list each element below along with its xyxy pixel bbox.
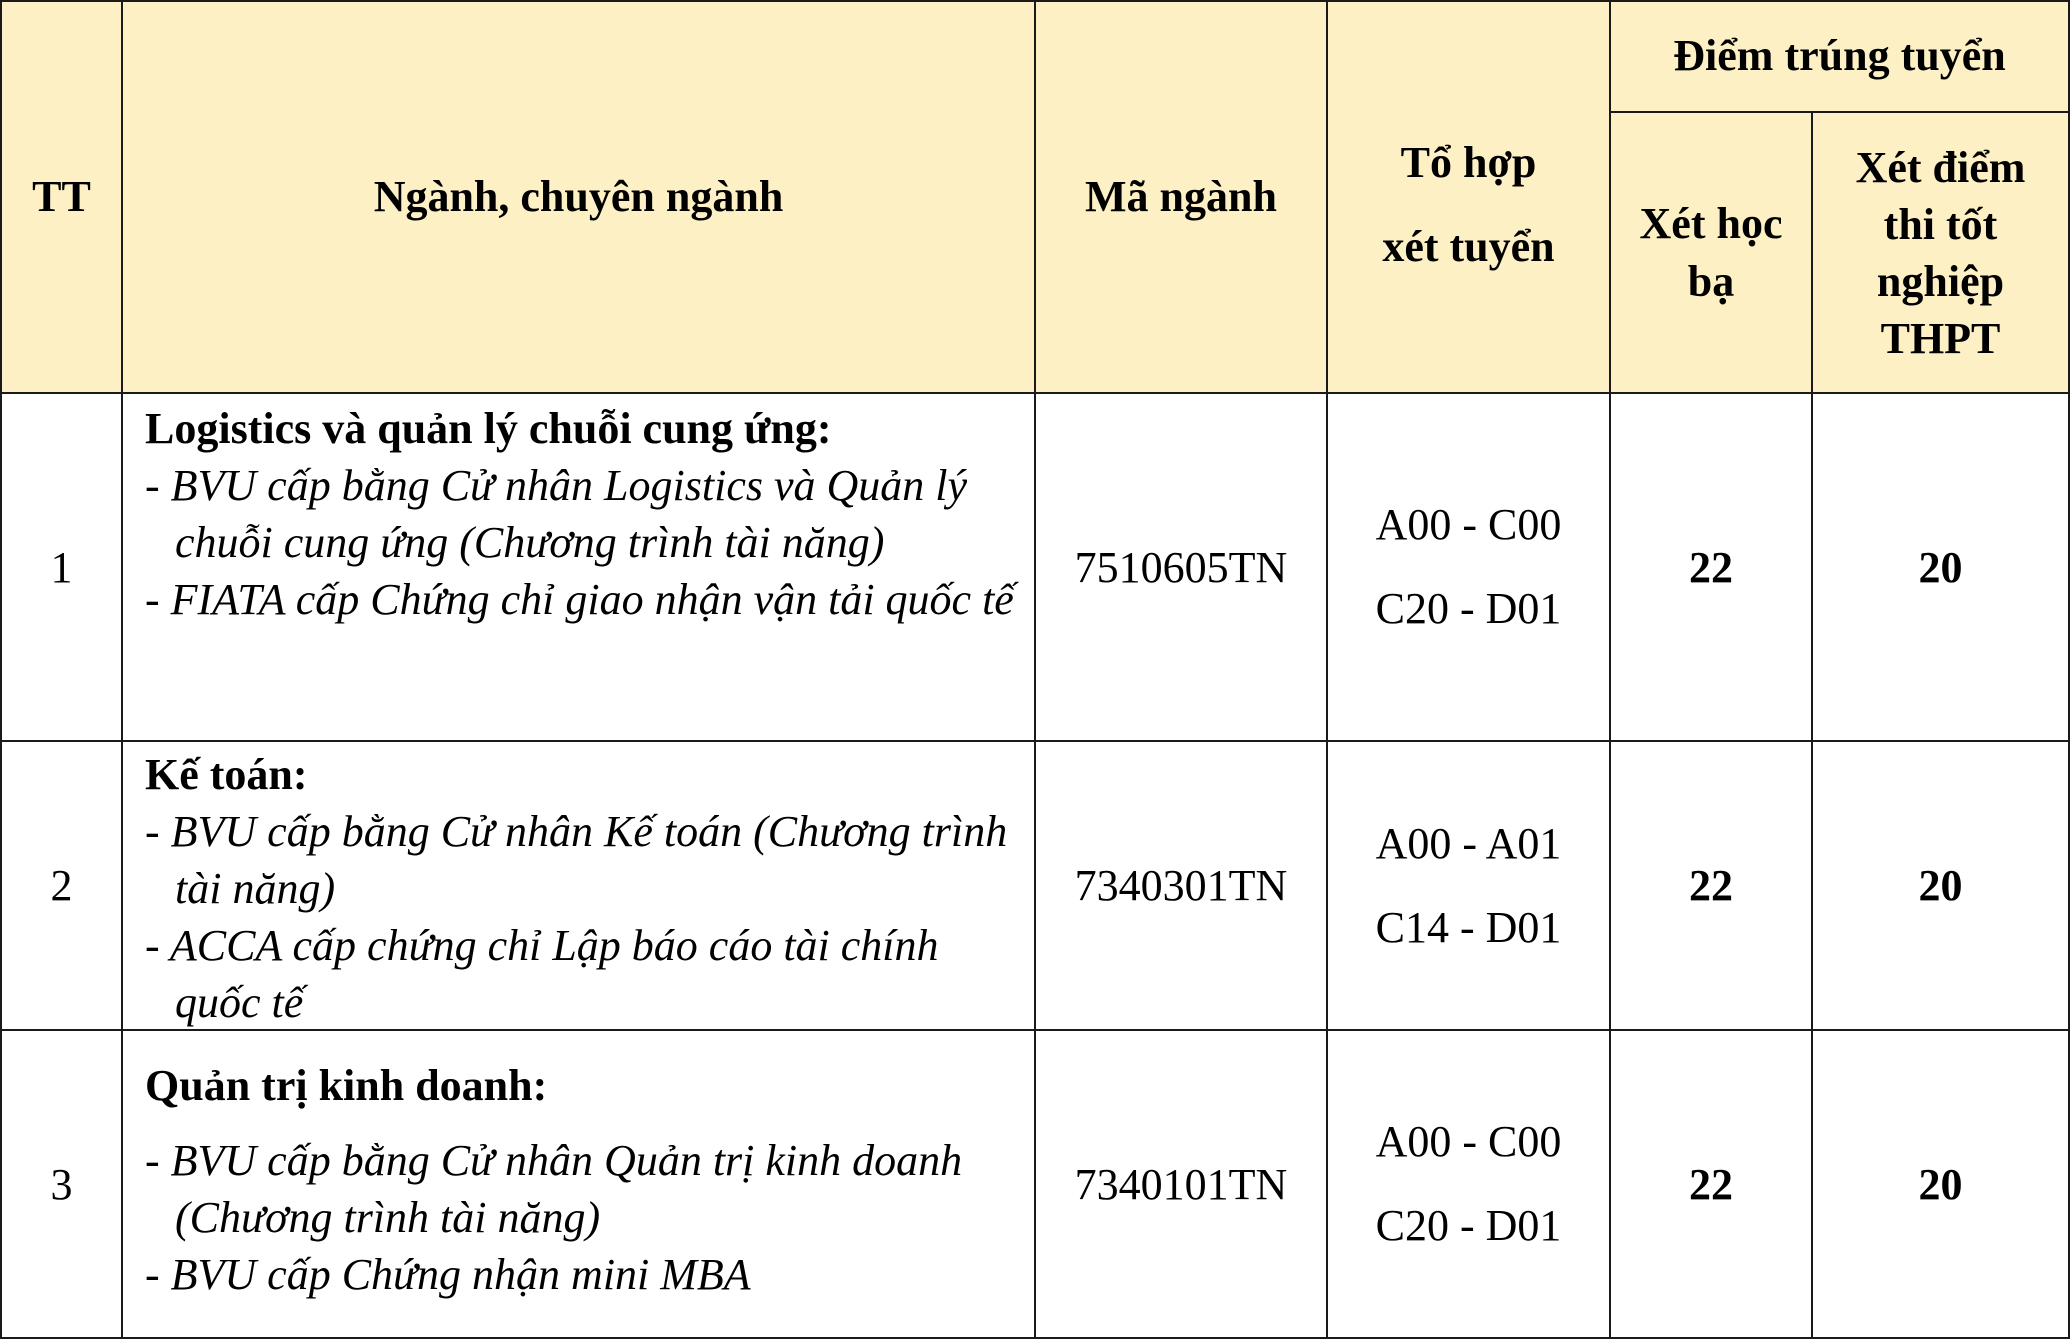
major-detail-line: - BVU cấp bằng Cử nhân Quản trị kinh doanh (Chương trình tài năng): [145, 1136, 963, 1242]
table-row-1-code: [1034, 392, 1328, 742]
major-code: 7510605TN: [1074, 542, 1288, 592]
header-tt-label: TT: [32, 171, 91, 221]
major-detail-line: - FIATA cấp Chứng chỉ giao nhận vận tải quốc tế: [145, 575, 1014, 624]
table-row-2-score-transcript: [1609, 740, 1813, 1031]
header-score-exam: [1811, 111, 2070, 394]
table-row-1-combo: [1326, 392, 1611, 742]
table-row-1-major: [121, 392, 1036, 742]
major-code: 7340101TN: [1074, 1159, 1288, 1209]
major-code: 7340301TN: [1074, 861, 1288, 910]
header-combo-line1: Tổ hợp: [1400, 138, 1537, 187]
table-row-3-combo: [1326, 1029, 1611, 1339]
header-code-label: Mã ngành: [1085, 171, 1277, 221]
header-score-exam-line2: thi tốt: [1883, 199, 1998, 249]
row-number: 1: [50, 542, 73, 592]
header-combo-line2: xét tuyển: [1382, 222, 1555, 271]
header-score-transcript: [1609, 111, 1813, 394]
combo-line: A00 - C00: [1375, 500, 1562, 549]
row-number: 3: [50, 1159, 73, 1209]
table-row-3-score-transcript: [1609, 1029, 1813, 1339]
score-transcript-value: 22: [1689, 1159, 1733, 1209]
major-detail-line: - BVU cấp bằng Cử nhân Logistics và Quản lý chuỗi cung ứng (Chương trình tài năng): [145, 461, 968, 567]
header-score-exam-line1: Xét điểm: [1855, 142, 2026, 192]
header-score-group-label: Điểm trúng tuyển: [1673, 31, 2006, 81]
table-row-3-major: [121, 1029, 1036, 1339]
table-row-2-combo: [1326, 740, 1611, 1031]
score-transcript-value: 22: [1689, 861, 1733, 910]
header-major-label: Ngành, chuyên ngành: [373, 171, 784, 221]
major-detail-line: - ACCA cấp chứng chỉ Lập báo cáo tài chính quốc tế: [145, 921, 939, 1027]
major-title: Quản trị kinh doanh:: [145, 1061, 548, 1110]
table-row-1-score-exam: [1811, 392, 2070, 742]
header-tt: [0, 0, 123, 394]
header-score-transcript-line1: Xét học: [1639, 198, 1783, 248]
major-detail-line: - BVU cấp Chứng nhận mini MBA: [145, 1250, 751, 1299]
major-detail-line: - BVU cấp bằng Cử nhân Kế toán (Chương trình tài năng): [145, 807, 1008, 913]
combo-line: C20 - D01: [1375, 584, 1562, 633]
table-row-3-code: [1034, 1029, 1328, 1339]
combo-line: C20 - D01: [1375, 1201, 1562, 1250]
major-title: Logistics và quản lý chuỗi cung ứng:: [145, 404, 832, 453]
table-row-1-tt: [0, 392, 123, 742]
header-score-exam-line4: THPT: [1880, 313, 2001, 363]
combo-line: A00 - C00: [1375, 1117, 1562, 1166]
table-row-2-major: [121, 740, 1036, 1031]
table-row-3-score-exam: [1811, 1029, 2070, 1339]
score-exam-value: 20: [1918, 1159, 1963, 1209]
header-code: [1034, 0, 1328, 394]
table-row-3-tt: [0, 1029, 123, 1339]
header-major: [121, 0, 1036, 394]
table-row-2-score-exam: [1811, 740, 2070, 1031]
combo-line: A00 - A01: [1375, 818, 1562, 868]
table-row-1-score-transcript: [1609, 392, 1813, 742]
major-title: Kế toán:: [145, 750, 308, 799]
table-row-2-tt: [0, 740, 123, 1031]
combo-line: C14 - D01: [1375, 902, 1562, 952]
score-transcript-value: 22: [1689, 542, 1733, 592]
header-score-transcript-line2: bạ: [1687, 256, 1735, 306]
score-exam-value: 20: [1918, 861, 1963, 910]
header-combo: [1326, 0, 1611, 394]
header-score-group: [1609, 0, 2070, 113]
score-exam-value: 20: [1918, 542, 1963, 592]
table-row-2-code: [1034, 740, 1328, 1031]
header-score-exam-line3: nghiệp: [1876, 256, 2005, 306]
row-number: 2: [50, 861, 73, 910]
